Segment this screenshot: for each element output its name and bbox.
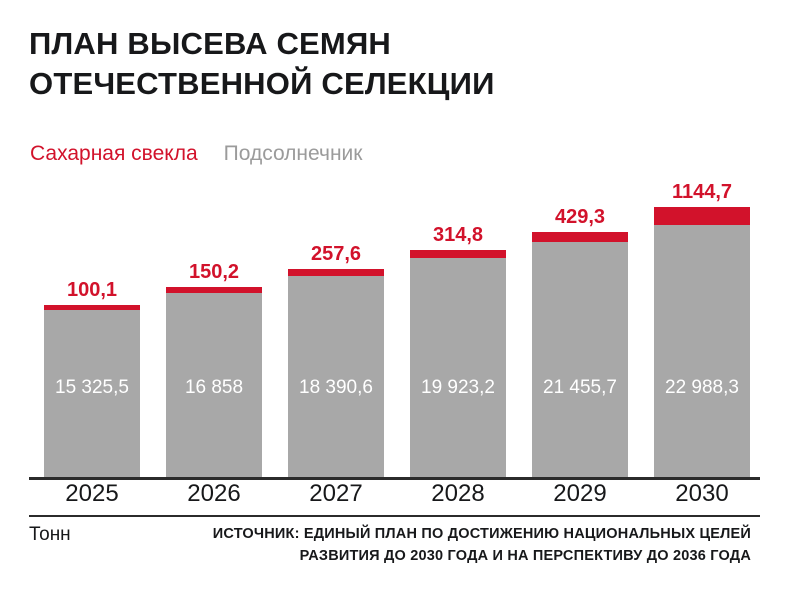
x-label-2025: 2025 (65, 480, 119, 507)
title-line-1: ПЛАН ВЫСЕВА СЕМЯН (29, 26, 392, 61)
bar-value-beet-2027: 257,6 (310, 243, 362, 265)
bar-segment-beet-2027 (288, 269, 384, 276)
source-line-2: РАЗВИТИЯ ДО 2030 ГОДА И НА ПЕРСПЕКТИВУ ДО 2036 ГОДА (299, 548, 751, 565)
bar-value-beet-2026: 150,2 (188, 261, 240, 283)
x-axis-labels (29, 481, 760, 515)
bar-segment-sunflower-2029 (532, 242, 628, 477)
bar-value-sunflower-2029: 21 455,7 (543, 377, 617, 398)
x-label-2028: 2028 (431, 480, 485, 507)
bar-segment-sunflower-2028 (410, 258, 506, 477)
bar-segment-beet-2029 (532, 232, 628, 242)
bar-value-sunflower-2030: 22 988,3 (665, 377, 739, 398)
bar-segment-sunflower-2030 (654, 225, 750, 477)
source-line-1: ИСТОЧНИК: ЕДИНЫЙ ПЛАН ПО ДОСТИЖЕНИЮ НАЦИОНАЛЬНЫХ ЦЕЛЕЙ (212, 526, 751, 542)
bar-value-sunflower-2026: 16 858 (184, 377, 244, 398)
bar-segment-beet-2028 (410, 250, 506, 258)
plot-area (29, 130, 760, 480)
x-label-2029: 2029 (553, 480, 607, 507)
bar-group-2028 (410, 225, 506, 477)
bar-group-2029 (532, 207, 628, 477)
x-label-2030: 2030 (675, 480, 729, 507)
title-line-2: ОТЕЧЕСТВЕННОЙ СЕЛЕКЦИИ (29, 65, 495, 101)
bar-value-sunflower-2028: 19 923,2 (421, 377, 495, 398)
bar-chart (29, 130, 760, 480)
bar-group-2030 (654, 182, 750, 477)
bar-group-2027 (288, 244, 384, 477)
x-axis-line (29, 477, 760, 480)
bar-value-beet-2029: 429,3 (554, 206, 606, 228)
bar-group-2025 (44, 280, 140, 477)
bar-value-sunflower-2025: 15 325,5 (55, 377, 129, 398)
bar-value-beet-2025: 100,1 (66, 279, 118, 301)
x-axis-baseline (29, 515, 760, 517)
bar-segment-sunflower-2027 (288, 276, 384, 477)
x-label-2026: 2026 (187, 480, 241, 507)
bar-segment-sunflower-2026 (166, 293, 262, 477)
unit-label: Тонн (29, 524, 71, 545)
legend-item-sunflower: Подсолнечник (223, 142, 363, 165)
bar-segment-beet-2030 (654, 207, 750, 225)
bar-value-beet-2030: 1144,7 (671, 181, 733, 203)
bar-value-beet-2028: 314,8 (432, 224, 484, 246)
x-label-2027: 2027 (309, 480, 363, 507)
page-title (29, 24, 749, 103)
bar-group-2026 (166, 262, 262, 477)
bar-segment-sunflower-2025 (44, 310, 140, 477)
bar-value-sunflower-2027: 18 390,6 (299, 377, 373, 398)
source-note (141, 523, 751, 568)
legend-item-beet: Сахарная свекла (30, 142, 198, 165)
